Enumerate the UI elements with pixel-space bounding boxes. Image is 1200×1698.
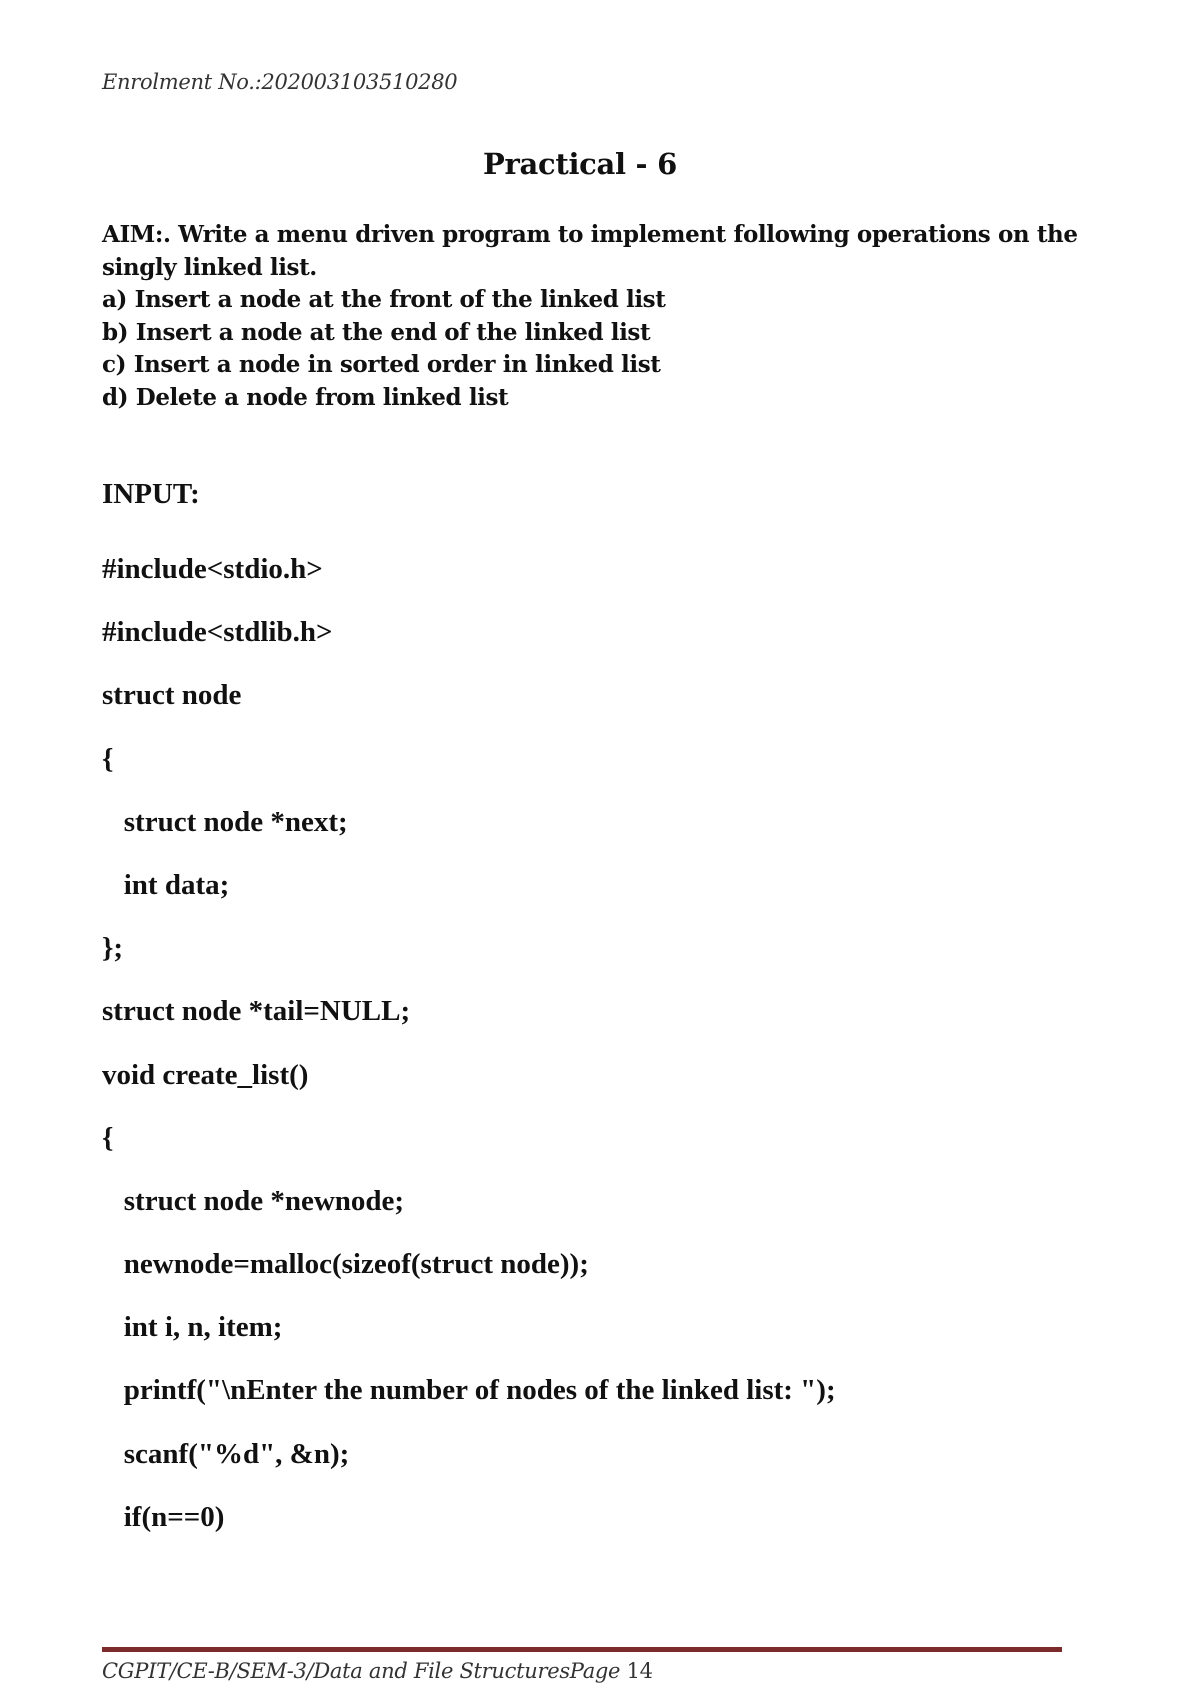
input-heading: INPUT: [102,478,200,510]
aim-line: singly linked list. [102,253,317,281]
code-line: struct node *tail=NULL; [102,995,411,1028]
code-line: #include<stdio.h> [102,553,323,585]
code-line: int data; [102,868,230,901]
code-line: #include<stdlib.h> [102,616,333,649]
code-line: }; [102,932,124,965]
aim-section [102,219,1082,414]
page-number: 14 [626,1659,653,1683]
aim-item-b: b) Insert a node at the end of the linked list [102,318,651,346]
aim-item-a: a) Insert a node at the front of the linked list [102,286,666,313]
code-line: if(n==0) [102,1500,225,1533]
code-line: void create_list() [102,1058,309,1091]
code-line: newnode=malloc(sizeof(struct node)); [102,1248,589,1281]
code-line: struct node [102,679,242,712]
enrolment-number: Enrolment No.:202003103510280 [102,70,458,94]
code-block [102,538,836,1549]
aim-item-d: d) Delete a node from linked list [102,383,509,411]
code-line: { [102,742,114,775]
code-line: printf("\nEnter the number of nodes of the linked list: "); [102,1374,836,1407]
footer-divider [102,1647,1062,1652]
code-line: { [102,1121,114,1154]
code-line: scanf("%d", &n); [102,1437,350,1470]
code-line: int i, n, item; [102,1311,283,1344]
aim-line: AIM:. Write a menu driven program to implement following operations on the [102,221,1078,248]
page-footer [102,1659,653,1683]
code-line: struct node *next; [102,805,348,838]
aim-item-c: c) Insert a node in sorted order in linked list [102,351,661,378]
page-title: Practical - 6 [483,147,677,181]
code-line: struct node *newnode; [102,1184,405,1217]
footer-course-info: CGPIT/CE-B/SEM-3/Data and File StructuresPage [102,1659,621,1683]
